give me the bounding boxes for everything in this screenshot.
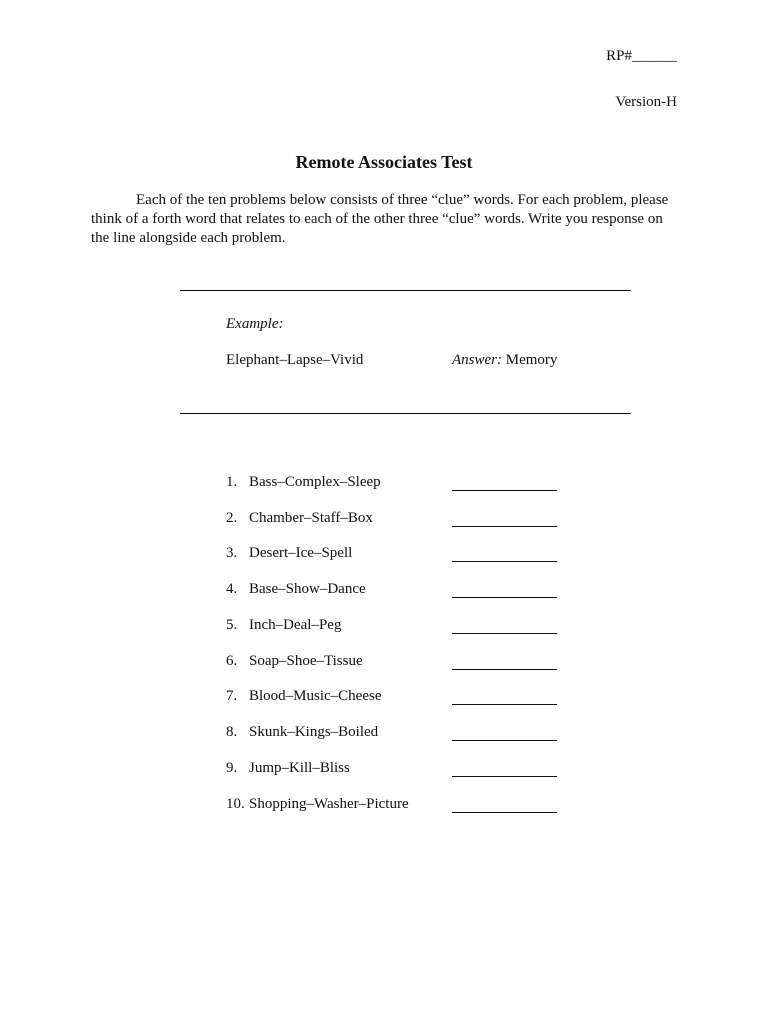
problem-item [226, 796, 566, 816]
problem-number: 1. [226, 474, 238, 490]
example-answer-value: Memory [505, 352, 558, 368]
problem-item [226, 510, 566, 530]
answer-blank[interactable] [452, 704, 557, 705]
problem-clues: Desert–Ice–Spell [249, 545, 353, 561]
answer-blank[interactable] [452, 740, 557, 741]
problem-clues: Skunk–Kings–Boiled [249, 724, 379, 740]
problem-item [226, 545, 566, 565]
version-label: Version-H [615, 94, 677, 110]
problem-item [226, 617, 566, 637]
problem-item [226, 581, 566, 601]
answer-blank[interactable] [452, 633, 557, 634]
answer-blank[interactable] [452, 561, 557, 562]
example-answer-label: Answer: [452, 352, 502, 368]
problem-clues: Jump–Kill–Bliss [249, 760, 350, 776]
divider-top [180, 290, 631, 291]
problem-number: 6. [226, 653, 238, 669]
problem-clues: Inch–Deal–Peg [249, 617, 342, 633]
problem-number: 2. [226, 510, 238, 526]
problem-clues: Blood–Music–Cheese [249, 688, 382, 704]
problem-number: 5. [226, 617, 238, 633]
problem-number: 3. [226, 545, 238, 561]
example-answer [452, 352, 557, 369]
problem-number: 7. [226, 688, 238, 704]
example-label: Example: [226, 316, 284, 332]
instructions-paragraph: Each of the ten problems below consists of three “clue” words. For each problem, please think of a forth word that relates to each of the other three “clue” words. Write you response on the line alongside each problem. [91, 192, 669, 246]
problem-clues: Soap–Shoe–Tissue [249, 653, 363, 669]
problem-item [226, 724, 566, 744]
answer-blank[interactable] [452, 812, 557, 813]
problem-item [226, 688, 566, 708]
answer-blank[interactable] [452, 776, 557, 777]
example-clues: Elephant–Lapse–Vivid [226, 352, 364, 368]
problem-item [226, 474, 566, 494]
problem-number: 10. [226, 796, 245, 812]
problem-clues: Chamber–Staff–Box [249, 510, 373, 526]
page-title: Remote Associates Test [295, 152, 473, 172]
problem-item [226, 760, 566, 780]
problem-number: 9. [226, 760, 238, 776]
problem-clues: Bass–Complex–Sleep [249, 474, 381, 490]
rp-number-field: RP#______ [606, 48, 677, 64]
problem-clues: Base–Show–Dance [249, 581, 366, 597]
problem-number: 4. [226, 581, 238, 597]
problem-item [226, 653, 566, 673]
answer-blank[interactable] [452, 490, 557, 491]
problem-clues: Shopping–Washer–Picture [249, 796, 409, 812]
answer-blank[interactable] [452, 526, 557, 527]
answer-blank[interactable] [452, 669, 557, 670]
answer-blank[interactable] [452, 597, 557, 598]
divider-bottom [180, 413, 631, 414]
problem-number: 8. [226, 724, 238, 740]
